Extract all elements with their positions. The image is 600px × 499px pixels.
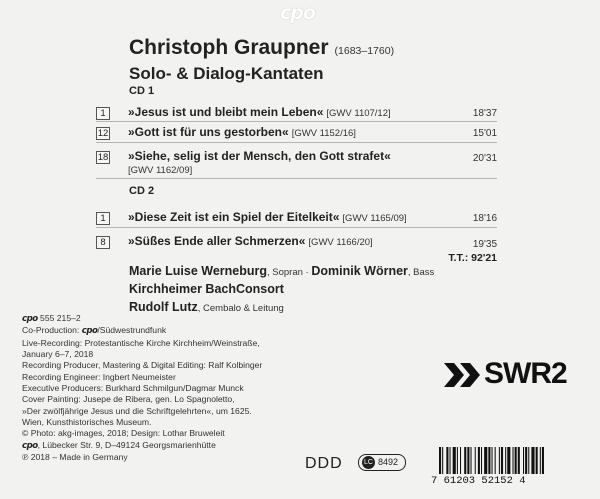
track-title-text: »Gott ist für uns gestorben« [128,125,289,139]
address-line [22,440,382,452]
soloists [129,264,434,278]
credit-line: »Der zwölfjährige Jesus und die Schriftgelehrten«, um 1625. [22,405,252,416]
credit-line: Wien, Kunsthistorisches Museum. [22,417,152,428]
composer-dates: (1683–1760) [334,45,395,57]
credit-line: January 6–7, 2018 [22,349,94,360]
lc-number: 8492 [378,457,399,467]
track-duration: 15'01 [472,128,497,139]
label-address: , Lübecker Str. 9, D–49124 Georgsmarienhütte [37,439,216,450]
divider [96,227,497,228]
barcode-digits-text: 7 61203 52152 4 [431,475,526,487]
track-duration: 18'37 [472,108,497,119]
composer-name-text: Christoph Graupner [129,36,329,59]
track-number: 8 [96,236,110,249]
coproduction-prefix: Co-Production: [22,325,82,336]
cpo-wordmark: cpo [22,314,38,324]
total-time: T.T.: 92'21 [448,252,497,264]
credit-line: © Photo: akg-images, 2018; Design: Lothar Bruweleit [22,428,225,439]
track-title [128,105,391,119]
ensemble-name: Kirchheimer BachConsort [129,282,284,296]
cd2-heading: CD 2 [129,185,155,197]
track-duration: 19'35 [472,239,497,250]
track-catalog: [GWV 1107/12] [326,108,391,119]
ddd-code: DDD [305,455,343,472]
divider [96,142,497,143]
singer-name: Marie Luise Werneburg [129,264,267,278]
lc-tag: LC [362,456,375,469]
label-code [358,454,406,471]
credit-line: Recording Engineer: Ingbert Neumeister [22,371,176,382]
swr2-logo [442,357,567,391]
director-role: , Cembalo & Leitung [197,303,284,314]
track-title [128,125,356,139]
credit-line: Executive Producers: Burkhard Schmilgun/Dagmar Munck [22,383,244,394]
swr-chevrons-icon [442,359,486,391]
divider [96,178,497,179]
track-catalog: [GWV 1166/20] [308,237,373,248]
credit-line: Recording Producer, Mastering & Digital Editing: Ralf Kolbinger [22,360,263,371]
track-title [128,234,373,248]
track-number: 12 [97,128,109,139]
catalog-number: 555 215–2 [40,313,81,323]
track-catalog: [GWV 1165/09] [342,213,407,224]
cpo-wordmark: cpo [22,440,38,451]
composer-name [129,36,394,60]
production-credits [22,313,382,463]
swr2-wordmark: SWR2 [484,357,567,390]
credit-line: Live-Recording: Protestantische Kirche Kirchheim/Weinstraße, [22,337,260,348]
singer-role: , Sopran · [267,267,312,278]
track-title [128,210,407,224]
track-number: 1 [96,107,110,120]
coproduction-line [22,325,382,337]
track-title-text: »Süßes Ende aller Schmerzen« [128,234,306,248]
singer-role: , Bass [407,267,435,278]
credit-line: Cover Painting: Jusepe de Ribera, gen. Lo Spagnoletto, [22,394,235,405]
cpo-wordmark: cpo [81,326,98,337]
singer-name: Dominik Wörner [311,264,408,278]
cd1-heading: CD 1 [129,85,155,97]
director [129,300,284,314]
track-catalog: [GWV 1162/09] [128,165,193,176]
director-name: Rudolf Lutz [129,300,198,314]
divider [96,121,497,122]
track-title-text: »Jesus ist und bleibt mein Leben« [128,105,324,119]
catalog-number-line [22,313,382,325]
track-duration: 20'31 [472,153,497,164]
work-title: Solo- & Dialog-Kantaten [129,64,324,83]
track-title-text: »Diese Zeit ist ein Spiel der Eitelkeit« [128,210,340,224]
cpo-logo: cpo [280,2,315,24]
track-duration: 18'16 [472,213,497,224]
track-catalog: [GWV 1152/16] [291,128,356,139]
track-number: 1 [96,212,110,225]
copyright-line: ℗ 2018 – Made in Germany [22,452,128,463]
coproduction-partner: /Südwestrundfunk [97,325,167,336]
track-title: »Siehe, selig ist der Mensch, den Gott strafet« [128,149,391,163]
track-number: 18 [97,152,109,163]
barcode-digits [431,474,587,490]
